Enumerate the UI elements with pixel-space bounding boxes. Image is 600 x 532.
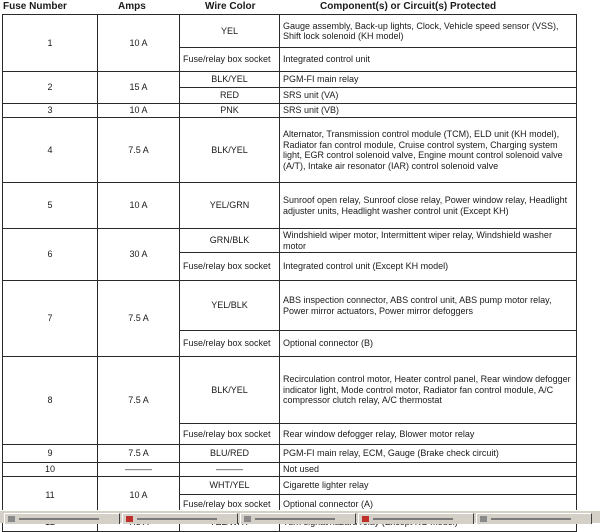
fuse-amps-cell: 10 A xyxy=(98,183,180,229)
fuse-amps-cell: 7.5 A xyxy=(98,281,180,357)
component-cell: Optional connector (B) xyxy=(280,331,577,357)
fuse-amps-cell: 10 A xyxy=(98,104,180,118)
window-icon xyxy=(8,516,15,522)
fuse-number-cell: 8 xyxy=(3,357,98,445)
wire-color-cell: BLK/YEL xyxy=(180,118,280,183)
component-cell: ABS inspection connector, ABS control unit, ABS pump motor relay, Power mirror actuators, Power mirror defoggers xyxy=(280,281,577,331)
fuse-amps-cell: 15 A xyxy=(98,72,180,104)
wire-color-cell: YEL/GRN xyxy=(180,183,280,229)
component-cell: Recirculation control motor, Heater control panel, Rear window defogger indicator light, Mode control motor, Radiator fan control module, A/C compressor clutch relay, A/C thermostat xyxy=(280,357,577,424)
fuse-number-cell: 5 xyxy=(3,183,98,229)
taskbar-button[interactable] xyxy=(358,513,474,524)
component-cell: Not used xyxy=(280,463,577,477)
taskbar-button-label xyxy=(373,518,453,520)
component-cell: Gauge assembly, Back-up lights, Clock, Vehicle speed sensor (VSS), Shift lock solenoid (KH model) xyxy=(280,15,577,48)
taskbar-button[interactable] xyxy=(122,513,238,524)
fuse-number-cell: 6 xyxy=(3,229,98,281)
window-icon xyxy=(480,516,487,522)
taskbar-button[interactable] xyxy=(476,513,592,524)
table-row xyxy=(3,357,577,424)
wire-color-cell: YEL/BLK xyxy=(180,281,280,331)
table-row xyxy=(3,118,577,183)
fuse-number-cell: 1 xyxy=(3,15,98,72)
header-components: Component(s) or Circuit(s) Protected xyxy=(320,1,497,12)
fuse-amps-cell: 30 A xyxy=(98,229,180,281)
taskbar xyxy=(0,510,600,523)
wire-color-cell: BLK/YEL xyxy=(180,357,280,424)
table-header xyxy=(0,0,600,14)
fuse-table-body xyxy=(3,15,577,532)
wire-color-cell: Fuse/relay box socket xyxy=(180,253,280,281)
taskbar-button-label xyxy=(255,518,335,520)
component-cell: SRS unit (VA) xyxy=(280,88,577,104)
table-row xyxy=(3,229,577,253)
component-cell: PGM-FI main relay, ECM, Gauge (Brake check circuit) xyxy=(280,445,577,463)
wire-color-cell: PNK xyxy=(180,104,280,118)
taskbar-button[interactable] xyxy=(240,513,356,524)
wire-color-cell: Fuse/relay box socket xyxy=(180,424,280,445)
component-cell: Alternator, Transmission control module (TCM), ELD unit (KH model), Radiator fan control module, Cruise control system, Charging system light, EGR control solenoid valve, Engine mount control solenoid valve (A/T), Intake air resonator (IAR) control solenoid valve xyxy=(280,118,577,183)
fuse-number-cell: 3 xyxy=(3,104,98,118)
table-row xyxy=(3,104,577,118)
component-cell: Integrated control unit xyxy=(280,48,577,72)
taskbar-button-label xyxy=(137,518,217,520)
wire-color-cell: RED xyxy=(180,88,280,104)
component-cell: Windshield wiper motor, Intermittent wiper relay, Windshield washer motor xyxy=(280,229,577,253)
wire-color-cell: BLK/YEL xyxy=(180,72,280,88)
wire-color-cell: ——— xyxy=(180,463,280,477)
component-cell: Optional connector (A) xyxy=(280,495,577,514)
header-fuse-number: Fuse Number xyxy=(3,1,67,12)
fuse-number-cell: 7 xyxy=(3,281,98,357)
taskbar-button-label xyxy=(491,518,571,520)
wire-color-cell: YEL xyxy=(180,15,280,48)
header-wire-color: Wire Color xyxy=(205,1,256,12)
fuse-amps-cell: 7.5 A xyxy=(98,357,180,445)
table-row xyxy=(3,477,577,495)
fuse-number-cell: 4 xyxy=(3,118,98,183)
wire-color-cell: GRN/BLK xyxy=(180,229,280,253)
fuse-number-cell: 11 xyxy=(3,477,98,514)
wire-color-cell: Fuse/relay box socket xyxy=(180,331,280,357)
document-icon xyxy=(362,516,369,522)
component-cell: SRS unit (VB) xyxy=(280,104,577,118)
table-row xyxy=(3,183,577,229)
table-row xyxy=(3,15,577,48)
fuse-amps-cell: 10 A xyxy=(98,477,180,514)
fuse-amps-cell: ——— xyxy=(98,463,180,477)
document-icon xyxy=(126,516,133,522)
fuse-number-cell: 10 xyxy=(3,463,98,477)
taskbar-button[interactable] xyxy=(4,513,120,524)
window-icon xyxy=(244,516,251,522)
fuse-number-cell: 9 xyxy=(3,445,98,463)
fuse-table xyxy=(2,14,577,532)
wire-color-cell: BLU/RED xyxy=(180,445,280,463)
table-row xyxy=(3,463,577,477)
table-row xyxy=(3,445,577,463)
wire-color-cell: Fuse/relay box socket xyxy=(180,48,280,72)
component-cell: Integrated control unit (Except KH model) xyxy=(280,253,577,281)
table-row xyxy=(3,281,577,331)
fuse-number-cell: 2 xyxy=(3,72,98,104)
header-amps: Amps xyxy=(118,1,146,12)
fuse-amps-cell: 7.5 A xyxy=(98,445,180,463)
taskbar-button-label xyxy=(19,518,99,520)
wire-color-cell: WHT/YEL xyxy=(180,477,280,495)
fuse-amps-cell: 10 A xyxy=(98,15,180,72)
component-cell: Sunroof open relay, Sunroof close relay, Power window relay, Headlight adjuster units, Headlight washer control unit (Except KH) xyxy=(280,183,577,229)
fuse-amps-cell: 7.5 A xyxy=(98,118,180,183)
table-row xyxy=(3,72,577,88)
component-cell: Rear window defogger relay, Blower motor relay xyxy=(280,424,577,445)
wire-color-cell: Fuse/relay box socket xyxy=(180,495,280,514)
component-cell: PGM-FI main relay xyxy=(280,72,577,88)
component-cell: Cigarette lighter relay xyxy=(280,477,577,495)
